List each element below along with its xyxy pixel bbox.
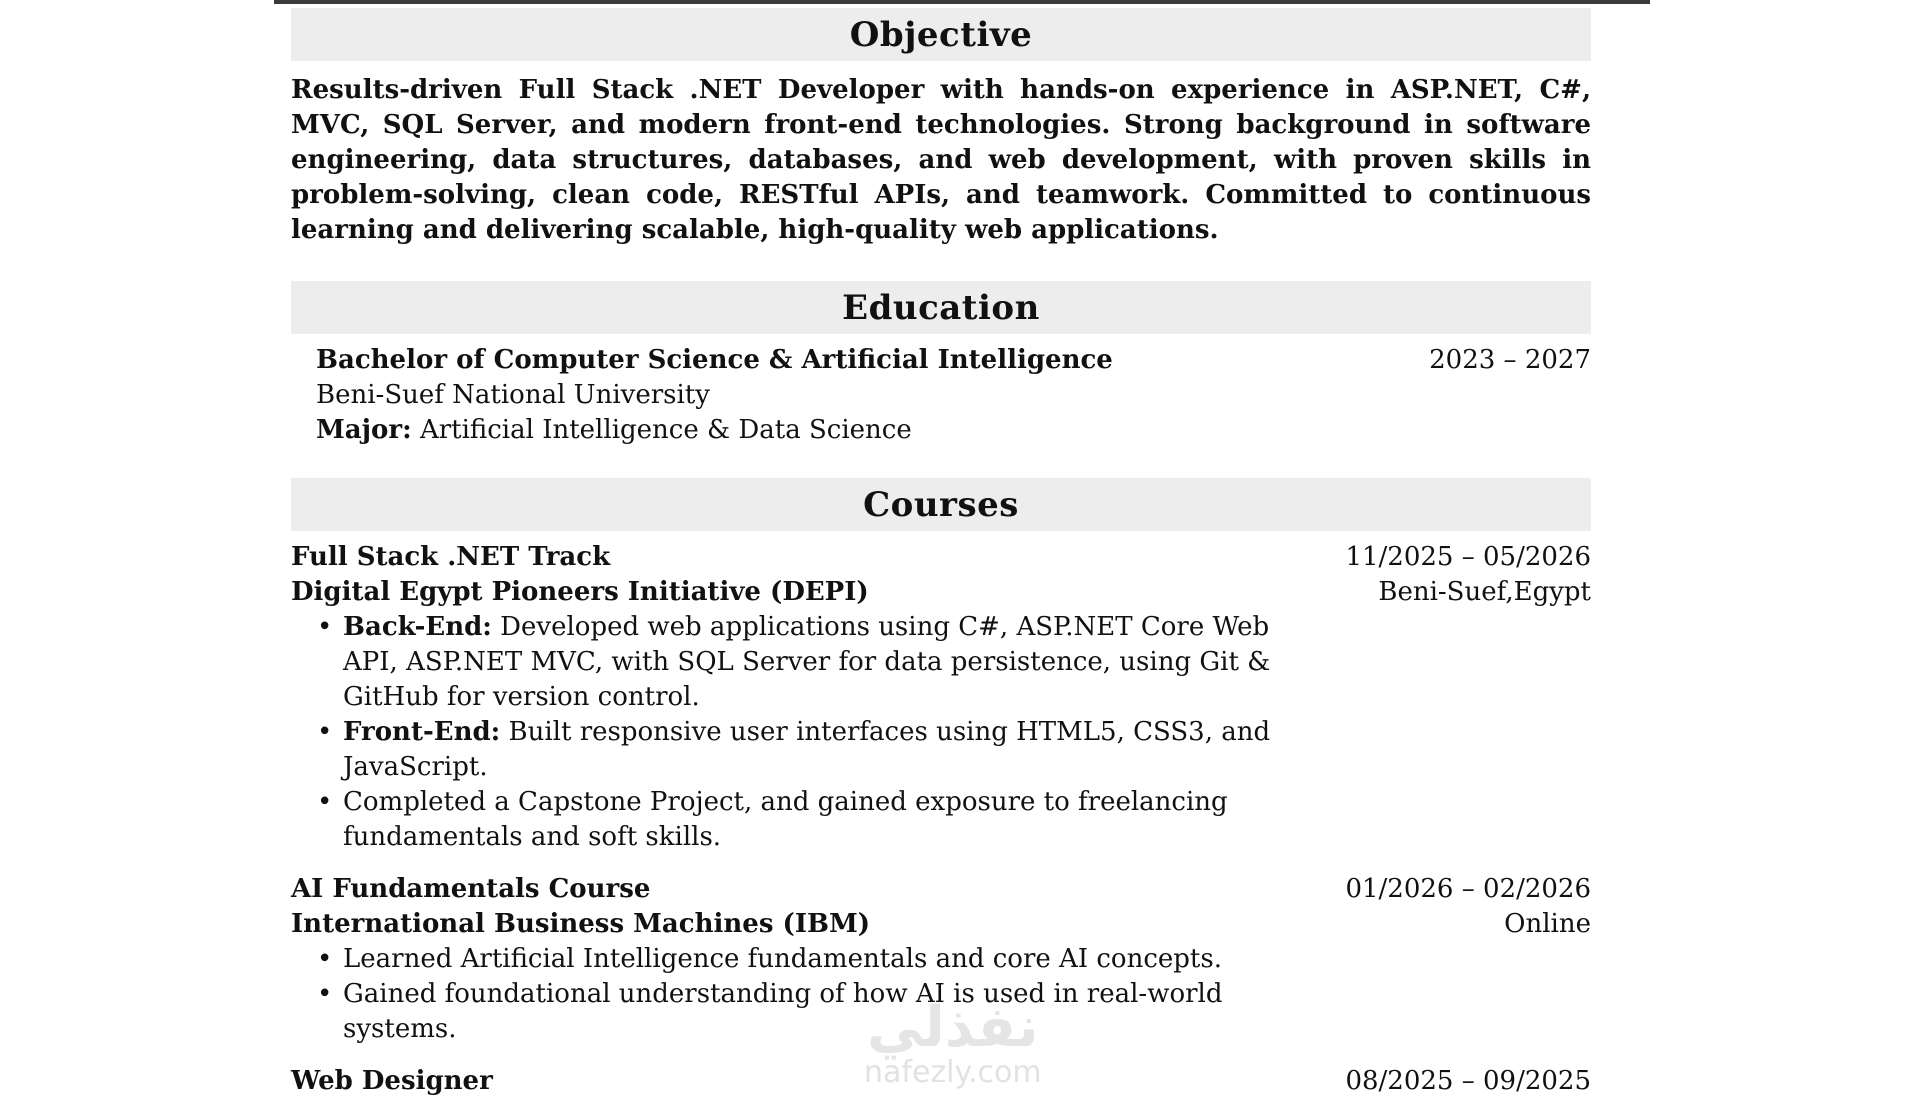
bullet-label: Back-End: [343, 612, 492, 642]
list-item [343, 785, 1273, 855]
course-bullets [291, 942, 1273, 1047]
watermark-url: nafezly.com [864, 1055, 1042, 1090]
course-entry [291, 540, 1591, 855]
objective-text: Results-driven Full Stack .NET Developer with hands-on experience in ASP.NET, C#, MVC, SQL Server, and modern front-end technologies. Strong background in software engineering, data structures, databases, and web development, with proven skills in problem-solving, clean code, RESTful APIs, and teamwork. Committed to continuous learning and delivering scalable, high-quality web applications. [291, 75, 1591, 245]
degree-title: Bachelor of Computer Science & Artificial Intelligence [316, 345, 1113, 375]
top-border [274, 0, 1650, 4]
objective-heading: Objective [291, 8, 1591, 61]
major-value: Artificial Intelligence & Data Science [419, 415, 912, 445]
bullet-text: Gained foundational understanding of how AI is used in real-world systems. [343, 979, 1223, 1044]
course-location: Beni-Suef,Egypt [1378, 577, 1591, 607]
bullet-label: Front-End: [343, 717, 501, 747]
course-entry [291, 1064, 1591, 1099]
education-entry [291, 343, 1591, 448]
course-location: Online [1504, 909, 1591, 939]
education-dates: 2023 – 2027 [1429, 345, 1591, 375]
course-dates: 08/2025 – 09/2025 [1345, 1066, 1591, 1096]
course-title: Full Stack .NET Track [291, 542, 611, 572]
bullet-text: Completed a Capstone Project, and gained exposure to freelancing fundamentals and soft skills. [343, 787, 1228, 852]
course-org: Digital Egypt Pioneers Initiative (DEPI) [291, 577, 869, 607]
university-name: Beni-Suef National University [316, 380, 710, 410]
list-item [343, 610, 1273, 715]
major-label: Major: [316, 415, 412, 445]
bullet-text: Built responsive user interfaces using HTML5, CSS3, and JavaScript. [343, 717, 1271, 782]
resume-page [291, 8, 1591, 1099]
course-dates: 11/2025 – 05/2026 [1345, 542, 1591, 572]
education-heading: Education [291, 281, 1591, 334]
major-line [316, 413, 1591, 448]
course-title: AI Fundamentals Course [291, 874, 651, 904]
bullet-text: Learned Artificial Intelligence fundamentals and core AI concepts. [343, 944, 1222, 974]
bullet-text: Developed web applications using C#, ASP.NET Core Web API, ASP.NET MVC, with SQL Server for data persistence, using Git & GitHub for version control. [343, 612, 1271, 712]
course-bullets [291, 610, 1273, 855]
list-item [343, 977, 1273, 1047]
course-title: Web Designer [291, 1066, 493, 1096]
courses-heading: Courses [291, 478, 1591, 531]
list-item [343, 942, 1273, 977]
course-org: International Business Machines (IBM) [291, 909, 871, 939]
list-item [343, 715, 1273, 785]
course-entry [291, 872, 1591, 1047]
course-dates: 01/2026 – 02/2026 [1345, 874, 1591, 904]
watermark-arabic: نفذلي [867, 995, 1039, 1060]
